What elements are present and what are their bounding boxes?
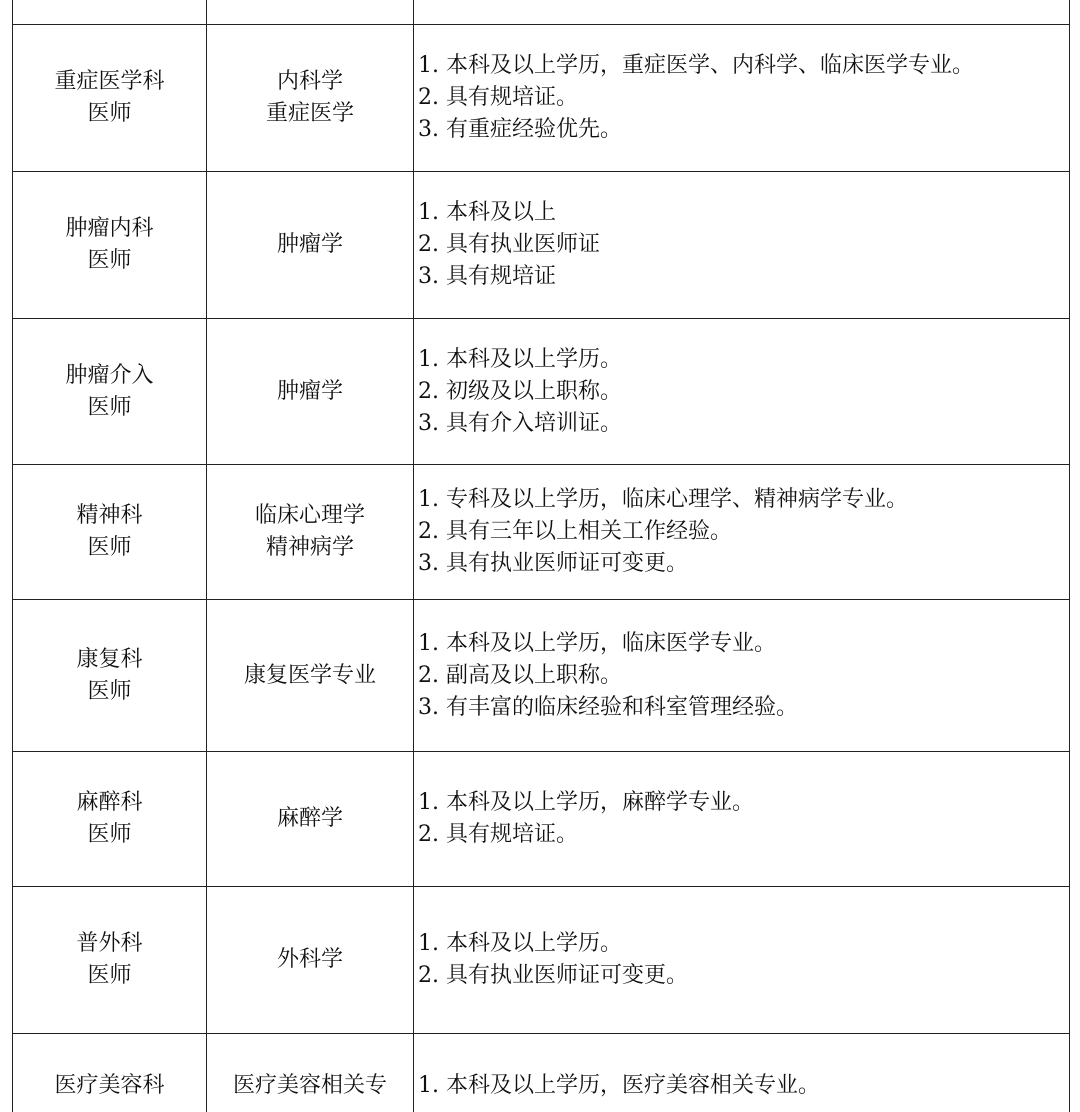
- position-line: 医师: [87, 678, 132, 704]
- requirement-item: 1. 本科及以上: [418, 200, 556, 225]
- requirement-item: 2. 初级及以上职称。: [418, 378, 622, 404]
- requirements-cell: [414, 172, 1069, 318]
- major-line: 外科学: [276, 947, 343, 972]
- major-cell: [207, 887, 413, 1033]
- major-cell: [207, 465, 413, 599]
- position-line: 医师: [87, 394, 132, 420]
- requirements-cell: [414, 465, 1069, 599]
- position-line: 肿瘤介入: [65, 362, 154, 388]
- position-line: 医师: [87, 535, 132, 560]
- requirement-item: 2. 具有执业医师证可变更。: [418, 963, 688, 988]
- requirements-cell: [414, 600, 1069, 751]
- position-cell: [13, 319, 206, 464]
- requirement-item: 2. 副高及以上职称。: [418, 662, 622, 688]
- requirement-item: 1. 本科及以上学历，麻醉学专业。: [418, 790, 754, 815]
- position-line: 精神科: [76, 503, 143, 528]
- requirement-item: 2. 具有执业医师证: [418, 232, 600, 257]
- requirement-item: 3. 有重症经验优先。: [418, 117, 622, 142]
- requirement-item: 2. 具有规培证。: [418, 85, 578, 110]
- position-line: 麻醉科: [76, 790, 143, 815]
- major-line: 麻醉学: [276, 806, 343, 831]
- position-line: 肿瘤内科: [65, 216, 154, 241]
- major-cell: [207, 25, 413, 171]
- requirement-item: 2. 具有规培证。: [418, 822, 578, 847]
- position-cell: [13, 752, 206, 886]
- position-line: 医师: [87, 101, 132, 126]
- position-line: 普外科: [76, 931, 143, 956]
- requirement-item: 3. 有丰富的临床经验和科室管理经验。: [418, 694, 798, 720]
- major-cell: [207, 752, 413, 886]
- requirements-cell: [414, 25, 1069, 171]
- requirement-item: 3. 具有介入培训证。: [418, 410, 622, 436]
- requirement-item: 2. 具有三年以上相关工作经验。: [418, 519, 732, 544]
- table-border-right: [1069, 0, 1070, 1112]
- position-line: 重症医学科: [54, 69, 165, 94]
- requirements-cell: [414, 887, 1069, 1033]
- requirements-cell: [414, 752, 1069, 886]
- major-line: 康复医学专业: [243, 662, 376, 688]
- requirement-item: 1. 专科及以上学历，临床心理学、精神病学专业。: [418, 487, 908, 512]
- major-cell: [207, 172, 413, 318]
- requirements-cell: [414, 319, 1069, 464]
- requirement-item: 1. 本科及以上学历，重症医学、内科学、临床医学专业。: [418, 53, 974, 78]
- requirement-item: 1. 本科及以上学历，临床医学专业。: [418, 630, 776, 656]
- major-line: 医疗美容相关专: [232, 1073, 387, 1098]
- requirement-item: 3. 具有执业医师证可变更。: [418, 551, 688, 576]
- row-divider: [12, 1033, 1070, 1034]
- position-cell: [13, 887, 206, 1033]
- requirement-item: 3. 具有规培证: [418, 264, 556, 289]
- major-line: 内科学: [276, 69, 343, 94]
- position-cell: [13, 465, 206, 599]
- position-line: 医师: [87, 822, 132, 847]
- position-line: 医师: [87, 248, 132, 273]
- position-cell: [13, 1070, 206, 1106]
- major-line: 临床心理学: [254, 503, 365, 528]
- major-line: 肿瘤学: [276, 232, 343, 257]
- position-cell: [13, 600, 206, 751]
- position-cell: [13, 25, 206, 171]
- major-line: 肿瘤学: [276, 378, 343, 404]
- major-line: 精神病学: [265, 535, 354, 560]
- major-cell: [207, 319, 413, 464]
- position-line: 康复科: [76, 646, 143, 672]
- requirement-item: 1. 本科及以上学历。: [418, 346, 622, 372]
- requirement-item: 1. 本科及以上学历。: [418, 931, 622, 956]
- position-line: 医师: [87, 963, 132, 988]
- major-cell: [207, 1070, 413, 1106]
- major-line: 重症医学: [265, 101, 354, 126]
- requirements-cell: [414, 1070, 1069, 1106]
- position-cell: [13, 172, 206, 318]
- requirement-item: 1. 本科及以上学历，医疗美容相关专业。: [418, 1073, 820, 1098]
- position-line: 医疗美容科: [54, 1073, 165, 1098]
- major-cell: [207, 600, 413, 751]
